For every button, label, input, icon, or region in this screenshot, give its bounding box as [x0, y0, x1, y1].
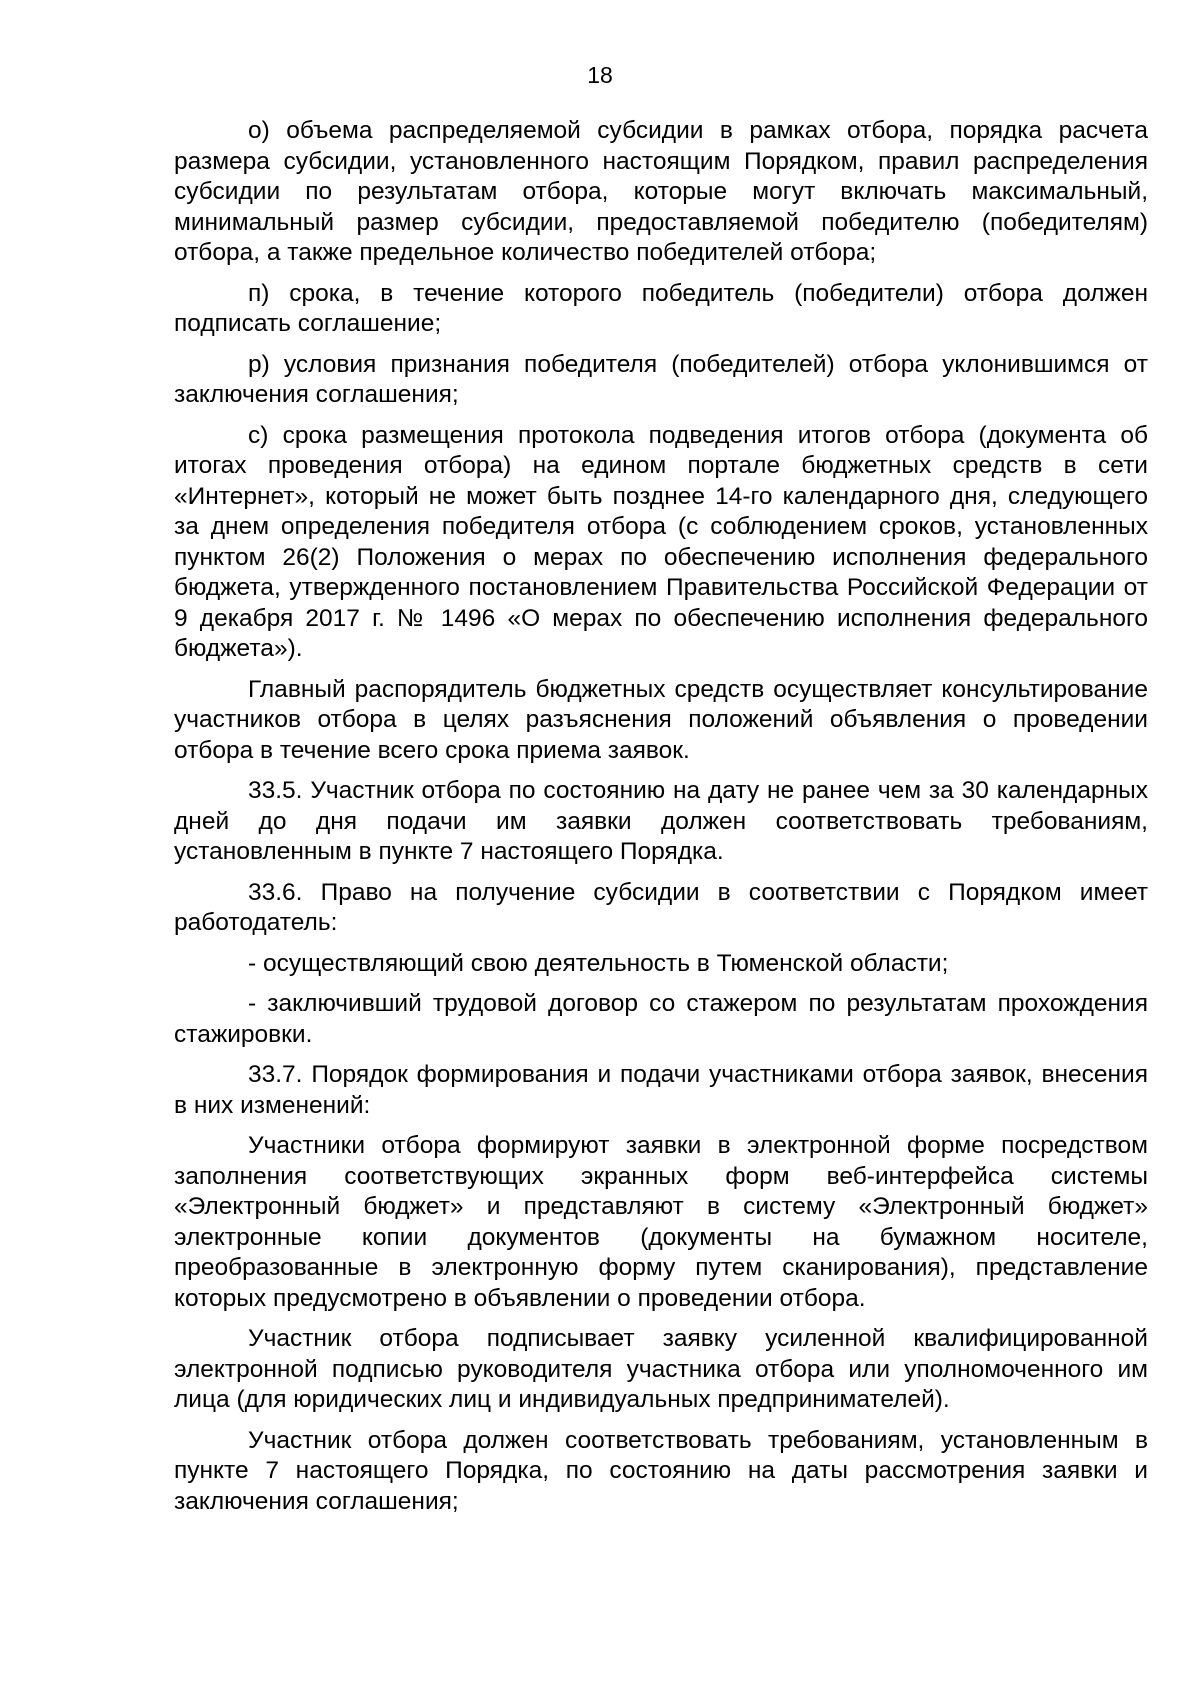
paragraph-electronic-applications: Участники отбора формируют заявки в электронной форме посредством заполнения соответствующих экранных форм веб-интерфейса системы «Электронный бюджет» и представляют в систему «Электронный бюджет» электронные копии документов (документы на бумажном носителе, преобразованные в электронную форму путем сканирования), представление которых предусмотрено в объявлении о проведении отбора. [174, 1132, 1148, 1312]
paragraph-requirements-compliance: Участник отбора должен соответствовать требованиям, установленным в пункте 7 настоящего Порядка, по состоянию на даты рассмотрения заявки и заключения соглашения; [174, 1426, 1148, 1515]
paragraph-electronic-signature: Участник отбора подписывает заявку усиленной квалифицированной электронной подписью руководителя участника отбора или уполномоченного им лица (для юридических лиц и индивидуальных предпринимателей). [174, 1325, 1148, 1413]
paragraph-o-subsidy-volume: о) объема распределяемой субсидии в рамках отбора, порядка расчета размера субсидии, установленного настоящим Порядком, правил распределения субсидии по результатам отбора, которые могут включать максимальный, минимальный размер субсидии, предоставляемой победителю (победителям) отбора, а также предельное количество победителей отбора; [174, 117, 1148, 266]
paragraph-consulting: Главный распорядитель бюджетных средств осуществляет консультирование участников отбора в целях разъяснения положений объявления о проведении отбора в течение всего срока приема заявок. [174, 675, 1148, 764]
paragraph-p-agreement-deadline: п) срока, в течение которого победитель (победители) отбора должен подписать соглашение; [174, 279, 1148, 337]
paragraph-33-7: 33.7. Порядок формирования и подачи участниками отбора заявок, внесения в них изменений: [174, 1061, 1148, 1119]
paragraph-33-5: 33.5. Участник отбора по состоянию на дату не ранее чем за 30 календарных дней до дня подачи им заявки должен соответствовать требованиям, установленным в пункте 7 настоящего Порядка. [174, 777, 1148, 865]
paragraph-r-evasion-conditions: р) условия признания победителя (победителей) отбора уклонившимся от заключения соглашения; [174, 350, 1148, 408]
paragraph-s-protocol-publication: с) срока размещения протокола подведения итогов отбора (документа об итогах проведения отбора) на едином портале бюджетных средств в сети «Интернет», который не может быть позднее 14-го календарного дня, следующего за днем определения победителя отбора (с соблюдением сроков, установленных пунктом 26(2) Положения о мерах по обеспечению исполнения федерального бюджета, утвержденного постановлением Правительства Российской Федерации от 9 декабря 2017 г. № 1496 «О мерах по обеспечению исполнения федерального бюджета»). [174, 421, 1148, 662]
paragraph-33-6: 33.6. Право на получение субсидии в соответствии с Порядком имеет работодатель: [174, 878, 1148, 936]
list-item-employment-contract: - заключивший трудовой договор со стажером по результатам прохождения стажировки. [174, 990, 1148, 1048]
page-number: 18 [587, 62, 613, 88]
list-item-tyumen-activity: - осуществляющий свою деятельность в Тюменской области; [248, 949, 949, 977]
document-body [174, 116, 1148, 1527]
